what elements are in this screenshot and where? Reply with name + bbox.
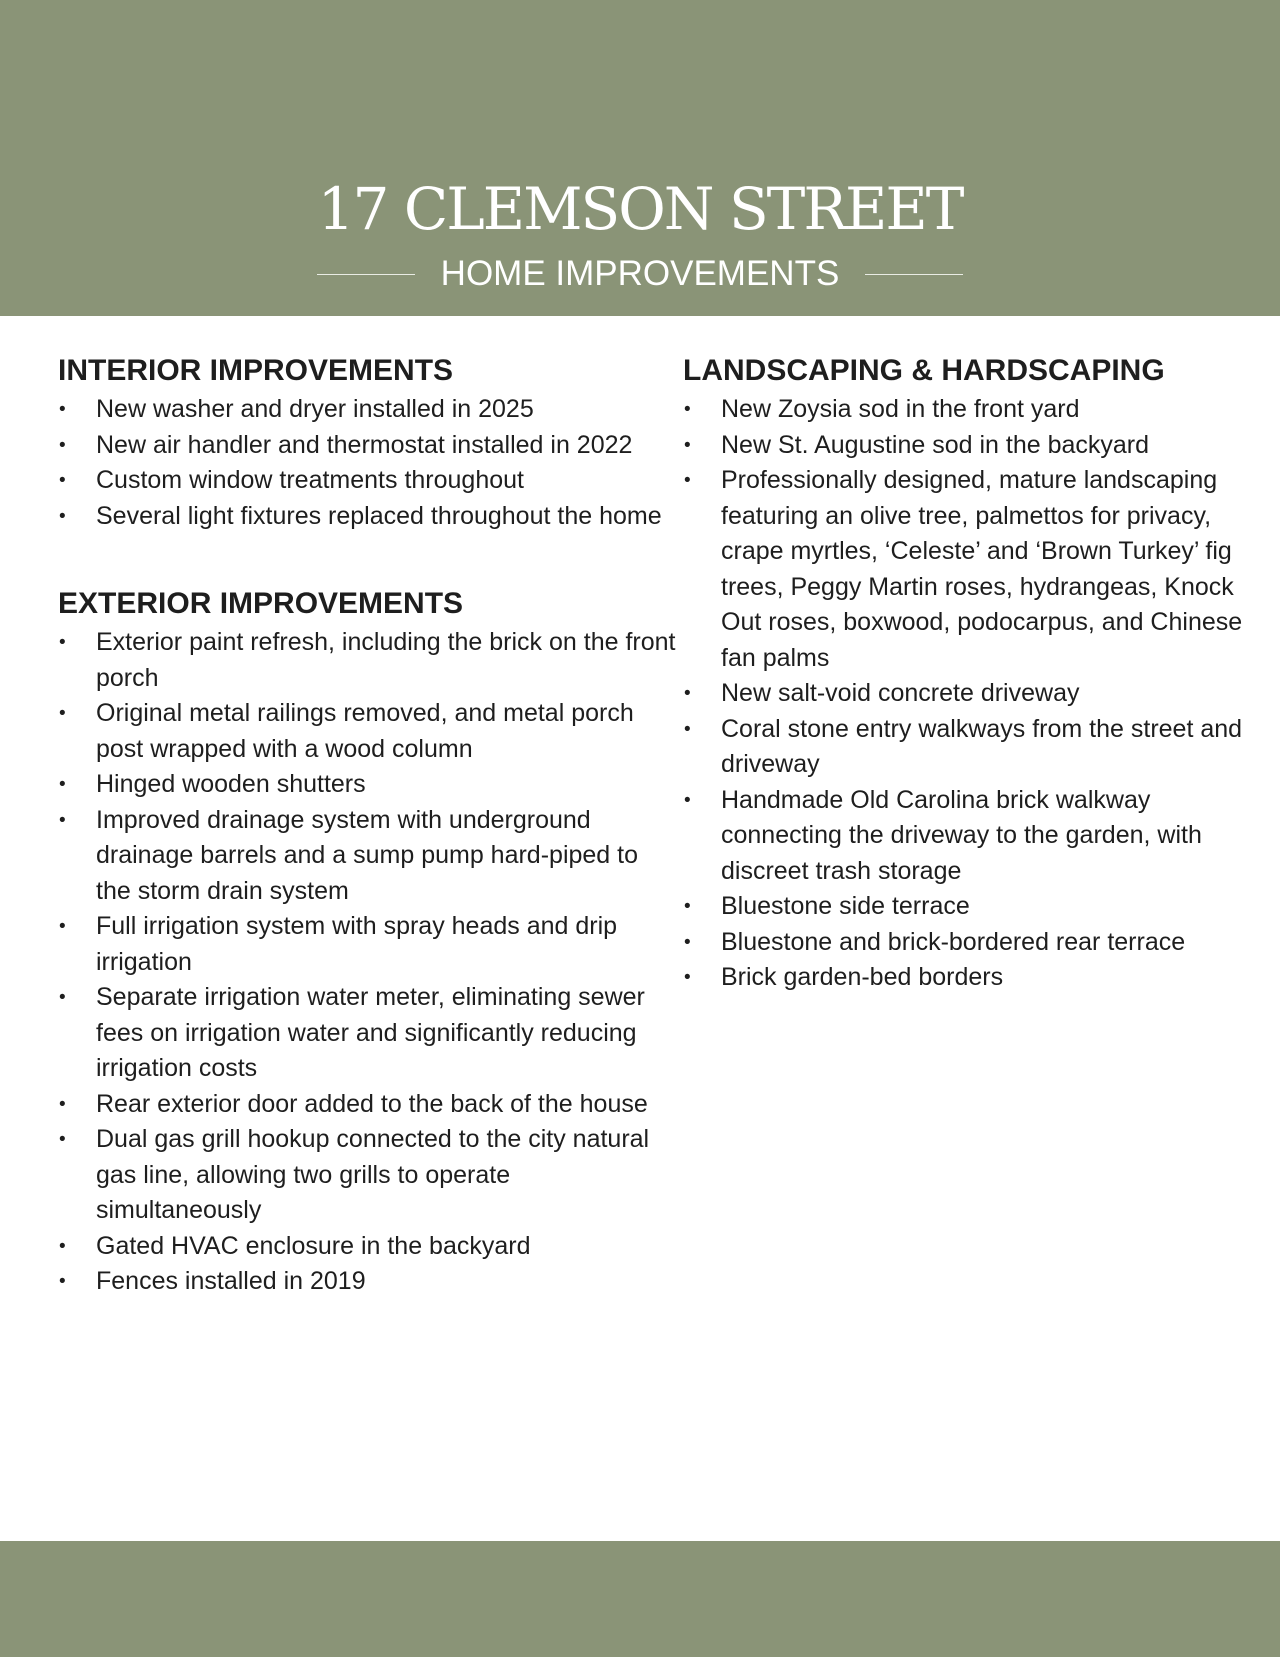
bullet-icon: • bbox=[59, 632, 66, 653]
bullet-icon: • bbox=[684, 434, 691, 456]
bullet-icon: • bbox=[59, 703, 66, 724]
list-item-text: Bluestone side terrace bbox=[721, 892, 970, 920]
bullet-icon: • bbox=[59, 399, 66, 420]
list-item bbox=[58, 499, 678, 535]
bullet-icon: • bbox=[59, 1129, 66, 1150]
list-item-text: Improved drainage system with underground drainage barrels and a sump pump hard-piped to the storm drain system bbox=[96, 805, 639, 905]
bullet-icon: • bbox=[59, 809, 66, 831]
list-item bbox=[683, 392, 1263, 428]
bullet-icon: • bbox=[59, 1235, 66, 1257]
list-item bbox=[683, 676, 1263, 712]
list-item bbox=[58, 803, 678, 910]
list-item bbox=[58, 463, 678, 499]
list-item-text: Coral stone entry walkways from the street and driveway bbox=[721, 714, 1243, 778]
list-item-text: Dual gas grill hookup connected to the city natural gas line, allowing two grills to operate simultaneously bbox=[96, 1125, 650, 1224]
left-column bbox=[58, 350, 678, 1300]
bullet-icon: • bbox=[59, 1271, 66, 1292]
list-item bbox=[58, 625, 678, 696]
list-item bbox=[58, 392, 678, 428]
landscaping-list bbox=[683, 392, 1263, 996]
page-title: 17 CLEMSON STREET bbox=[317, 175, 963, 243]
exterior-section bbox=[58, 583, 678, 1300]
list-item bbox=[683, 889, 1263, 925]
landscaping-section bbox=[683, 350, 1263, 996]
bullet-icon: • bbox=[684, 896, 691, 917]
list-item bbox=[683, 925, 1263, 961]
bullet-icon: • bbox=[59, 987, 66, 1008]
list-item bbox=[58, 767, 678, 803]
list-item bbox=[58, 980, 678, 1087]
list-item bbox=[58, 1229, 678, 1265]
page-subtitle: HOME IMPROVEMENTS bbox=[440, 254, 840, 293]
bullet-icon: • bbox=[684, 967, 691, 988]
list-item-text: Bluestone and brick-bordered rear terrace bbox=[721, 927, 1186, 956]
list-item bbox=[683, 428, 1263, 464]
exterior-list bbox=[58, 625, 678, 1300]
bullet-icon: • bbox=[684, 470, 691, 491]
right-column bbox=[683, 350, 1263, 996]
list-item-text: New air handler and thermostat installed in 2022 bbox=[96, 430, 633, 459]
list-item bbox=[683, 712, 1263, 783]
subtitle-divider-right bbox=[865, 274, 963, 275]
list-item-text: Professionally designed, mature landscaping featuring an olive tree, palmettos for privacy, crape myrtles, ‘Celeste’ and ‘Brown Turkey’ fig trees, Peggy Martin roses, hydrangeas, Knock Out roses, boxwood, podocarpus, and Chinese fan palms bbox=[721, 466, 1243, 672]
bullet-icon: • bbox=[684, 683, 691, 704]
bullet-icon: • bbox=[59, 470, 66, 491]
section-spacer bbox=[58, 534, 678, 583]
bullet-icon: • bbox=[684, 931, 691, 953]
list-item bbox=[58, 1264, 678, 1300]
bullet-icon: • bbox=[684, 718, 691, 740]
list-item-text: New salt-void concrete driveway bbox=[721, 679, 1080, 707]
footer-band bbox=[0, 1541, 1280, 1657]
list-item-text: Fences installed in 2019 bbox=[96, 1267, 366, 1295]
list-item bbox=[683, 463, 1263, 676]
bullet-icon: • bbox=[59, 505, 66, 527]
bullet-icon: • bbox=[684, 789, 691, 811]
list-item bbox=[58, 696, 678, 767]
list-item-text: New Zoysia sod in the front yard bbox=[721, 395, 1080, 423]
bullet-icon: • bbox=[59, 774, 66, 795]
list-item-text: New St. Augustine sod in the backyard bbox=[721, 430, 1150, 459]
interior-list bbox=[58, 392, 678, 534]
list-item-text: Several light fixtures replaced throughout the home bbox=[96, 501, 662, 530]
exterior-heading: EXTERIOR IMPROVEMENTS bbox=[58, 587, 464, 620]
bullet-icon: • bbox=[684, 399, 691, 420]
bullet-icon: • bbox=[59, 916, 66, 937]
list-item bbox=[58, 1087, 678, 1123]
list-item-text: Original metal railings removed, and metal porch post wrapped with a wood column bbox=[96, 699, 634, 763]
list-item bbox=[58, 428, 678, 464]
subtitle-row bbox=[0, 252, 1280, 296]
interior-section bbox=[58, 350, 678, 534]
bullet-icon: • bbox=[59, 1093, 66, 1115]
list-item bbox=[683, 783, 1263, 890]
list-item-text: New washer and dryer installed in 2025 bbox=[96, 395, 534, 423]
bullet-icon: • bbox=[59, 434, 66, 456]
list-item-text: Rear exterior door added to the back of the house bbox=[96, 1089, 648, 1118]
list-item-text: Handmade Old Carolina brick walkway connecting the driveway to the garden, with discreet trash storage bbox=[721, 785, 1202, 885]
list-item-text: Gated HVAC enclosure in the backyard bbox=[96, 1231, 531, 1260]
list-item-text: Separate irrigation water meter, eliminating sewer fees on irrigation water and significantly reducing irrigation costs bbox=[96, 983, 645, 1082]
list-item-text: Exterior paint refresh, including the brick on the front porch bbox=[96, 628, 676, 692]
list-item bbox=[683, 960, 1263, 996]
subtitle-divider-left bbox=[317, 274, 415, 275]
list-item bbox=[58, 909, 678, 980]
list-item-text: Full irrigation system with spray heads and drip irrigation bbox=[96, 912, 618, 976]
list-item-text: Brick garden-bed borders bbox=[721, 963, 1004, 991]
list-item-text: Custom window treatments throughout bbox=[96, 466, 524, 494]
interior-heading: INTERIOR IMPROVEMENTS bbox=[58, 354, 454, 387]
list-item bbox=[58, 1122, 678, 1229]
list-item-text: Hinged wooden shutters bbox=[96, 770, 366, 798]
header-band bbox=[0, 0, 1280, 316]
landscaping-heading: LANDSCAPING & HARDSCAPING bbox=[683, 354, 1165, 387]
